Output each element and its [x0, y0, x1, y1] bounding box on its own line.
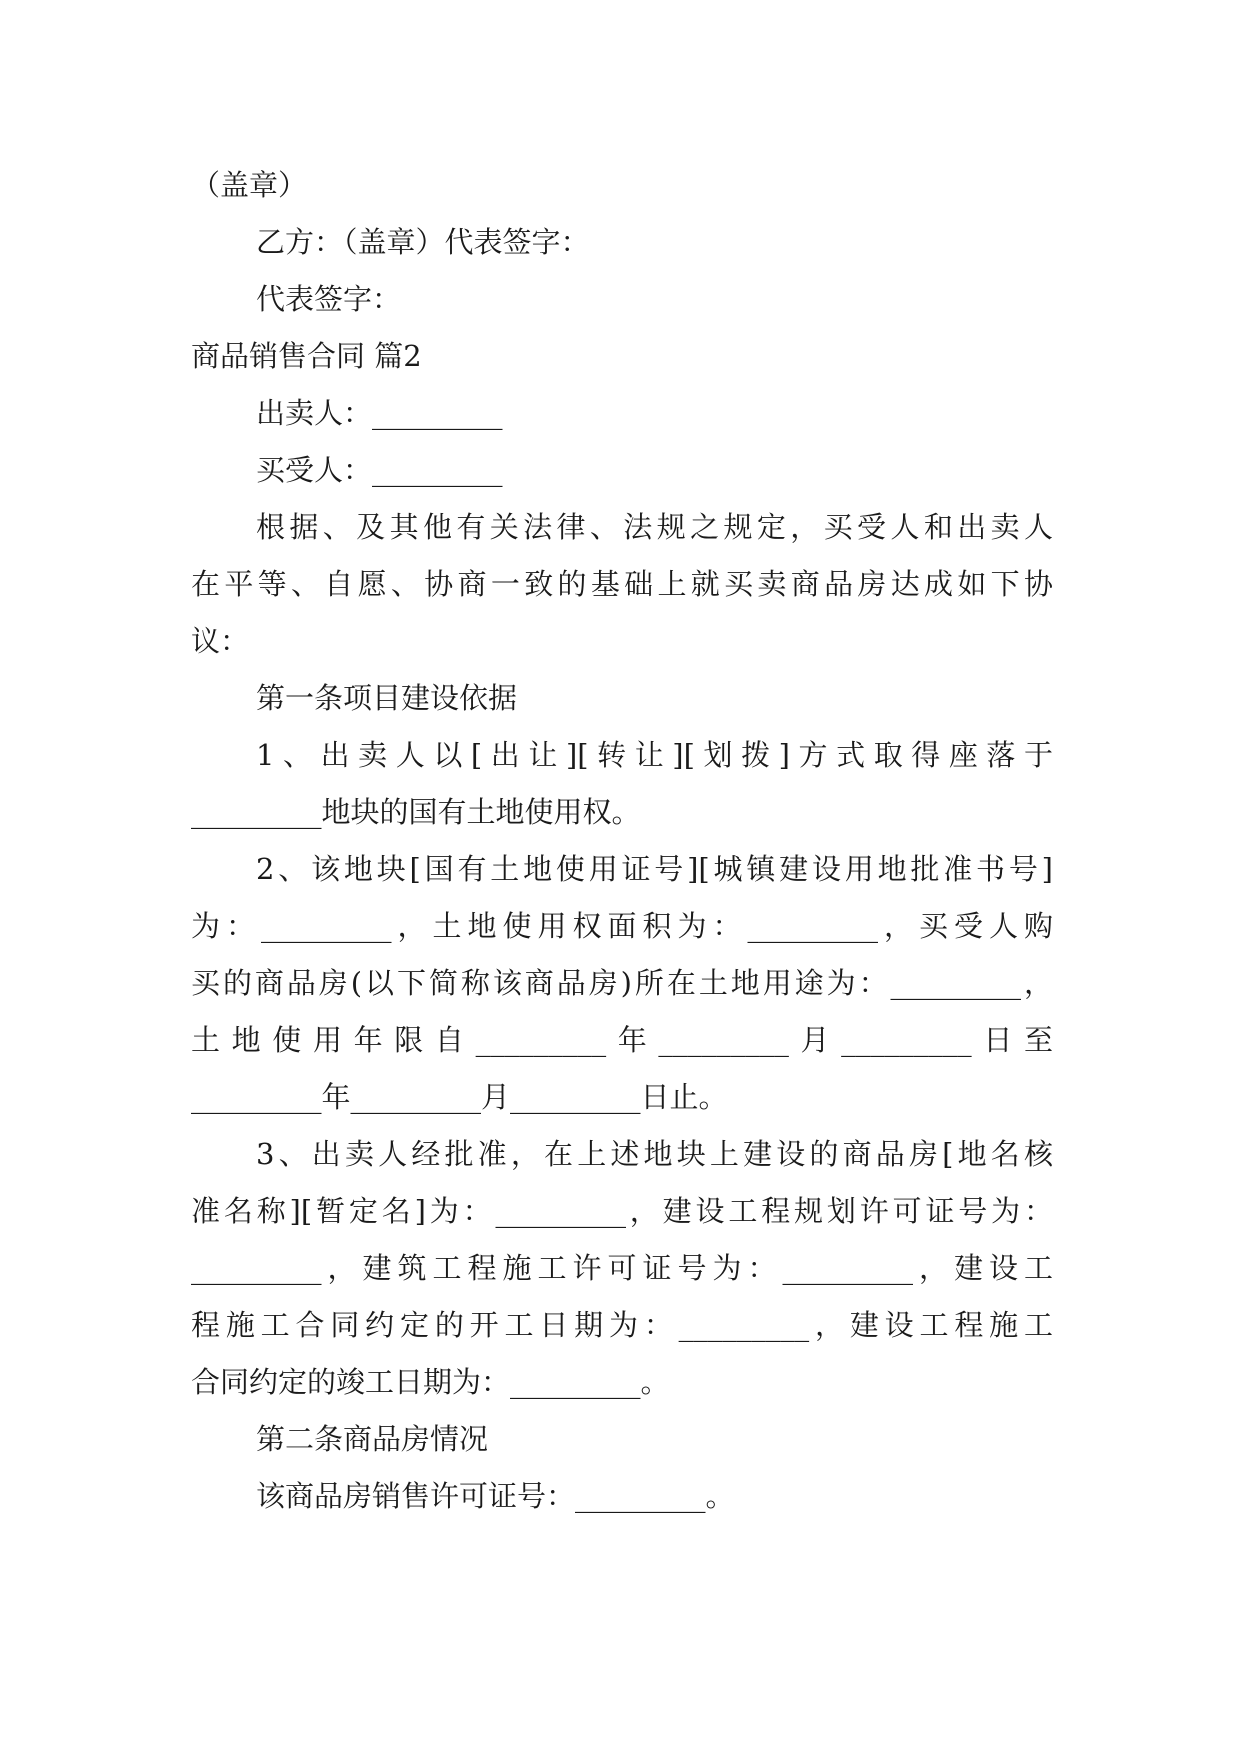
clause-line: _________，建筑工程施工许可证号为：_________，建设工 — [191, 1251, 1053, 1285]
paragraph-line: 议： — [191, 624, 250, 658]
clause-line: 买的商品房(以下简称该商品房)所在土地用途为：_________， — [191, 966, 1053, 1000]
clause-line: 为：_________，土地使用权面积为：_________，买受人购 — [191, 909, 1053, 943]
paragraph-line: 在平等、自愿、协商一致的基础上就买卖商品房达成如下协 — [191, 567, 1053, 601]
clause-line: 土地使用年限自_________年_________月_________日至 — [191, 1023, 1053, 1057]
clause-line: 2、该地块[国有土地使用证号][城镇建设用地批准书号] — [256, 852, 1053, 886]
clause-line: 程施工合同约定的开工日期为：_________，建设工程施工 — [191, 1308, 1053, 1342]
article-heading: 第二条商品房情况 — [256, 1422, 489, 1456]
clause-line: 1、出卖人以[出让][转让][划拨]方式取得座落于 — [256, 738, 1053, 772]
section-title: 商品销售合同 篇2 — [191, 339, 422, 373]
clause-line: 准名称][暂定名]为：_________，建设工程规划许可证号为： — [191, 1194, 1053, 1228]
buyer-line: 买受人：_________ — [256, 453, 503, 487]
clause-line: _________年_________月_________日止。 — [191, 1080, 728, 1114]
party-b-signature-line: 乙方：（盖章）代表签字： — [256, 225, 590, 259]
clause-line: 该商品房销售许可证号：_________。 — [256, 1479, 735, 1513]
clause-line: 合同约定的竣工日期为：_________。 — [191, 1365, 670, 1399]
clause-line: _________地块的国有土地使用权。 — [191, 795, 641, 829]
clause-line: 3、出卖人经批准，在上述地块上建设的商品房[地名核 — [256, 1137, 1053, 1171]
representative-signature-line: 代表签字： — [256, 282, 402, 316]
article-heading: 第一条项目建设依据 — [256, 681, 518, 715]
paragraph-line: 根据、及其他有关法律、法规之规定，买受人和出卖人 — [256, 510, 1053, 544]
seal-line: （盖章） — [191, 168, 308, 202]
seller-line: 出卖人：_________ — [256, 396, 503, 430]
